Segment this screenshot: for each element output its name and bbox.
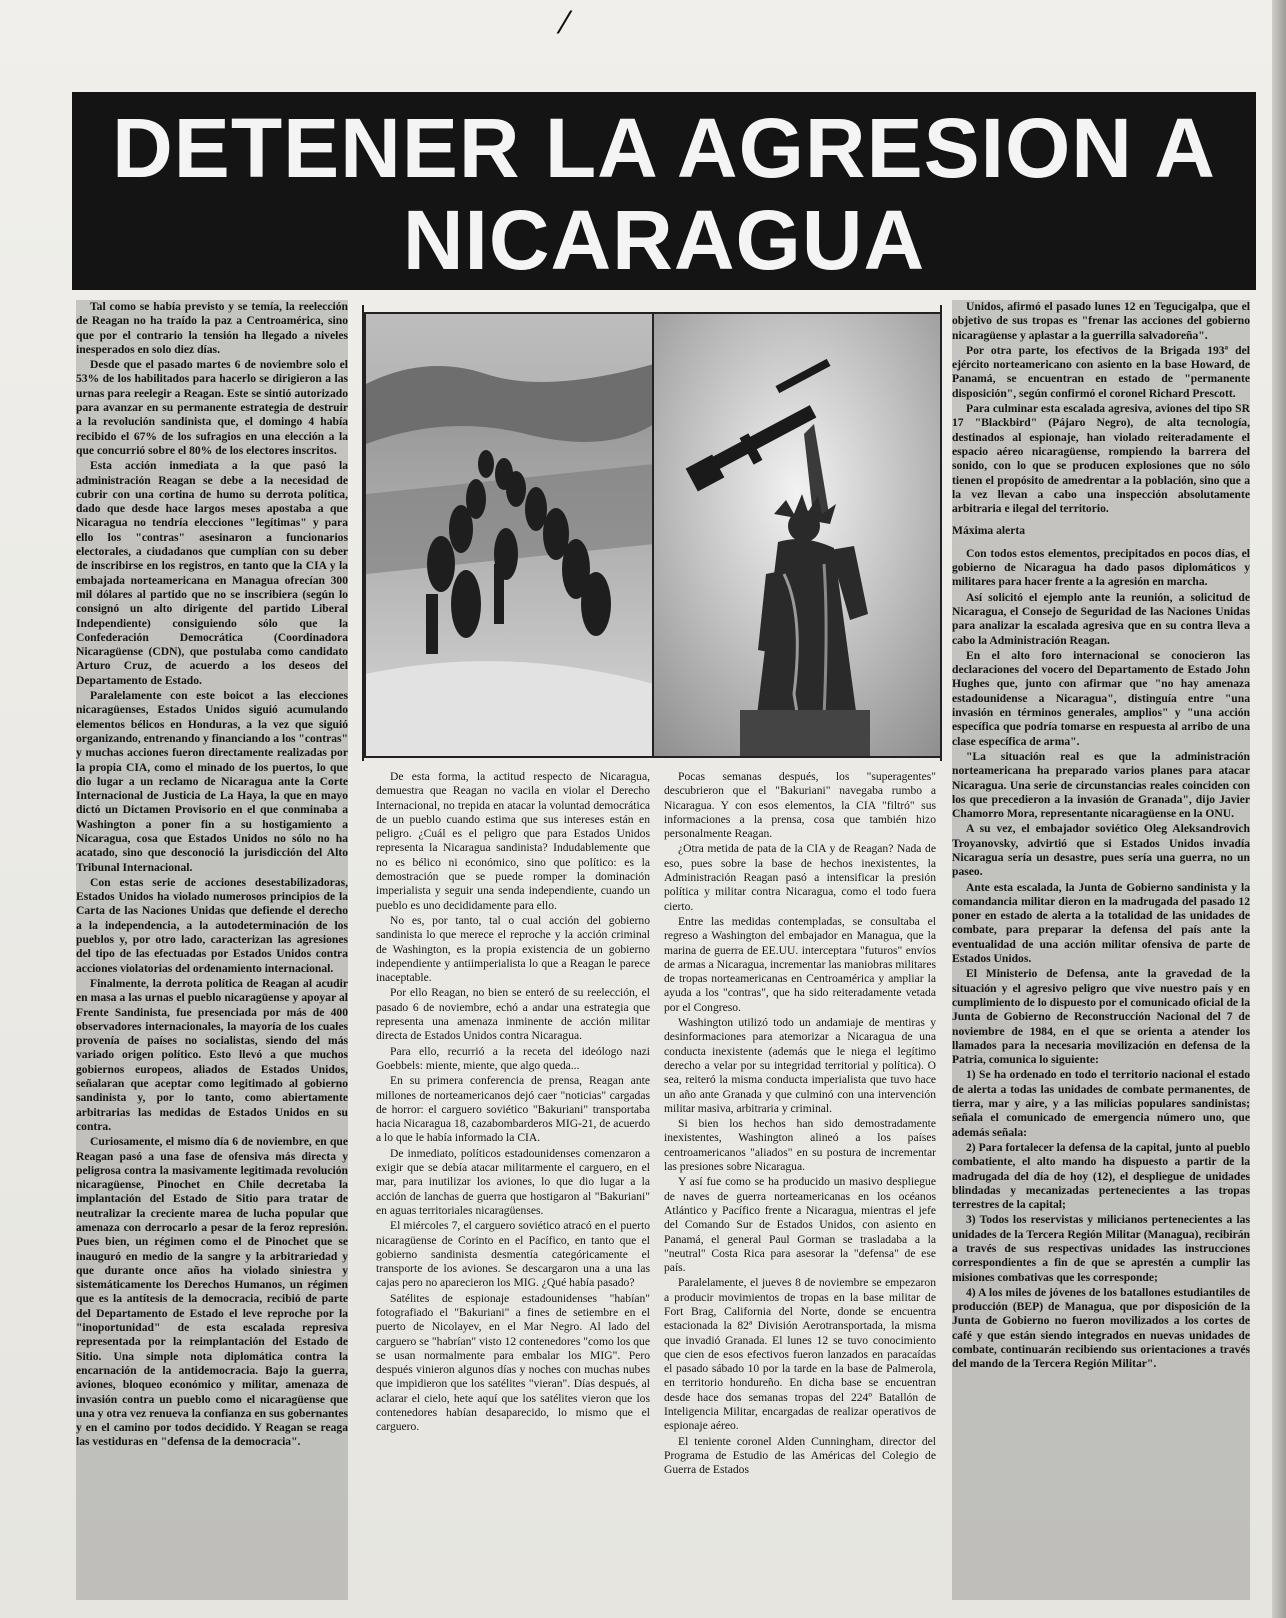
paragraph: Entre las medidas contempladas, se consultaba el regreso a Washington del embajador en Managua, que la marina de guerra de EE.UU. interceptara "futuros" envíos de armas a Nicaragua, incrementar las maniobras militares de tropas norteamericanas en Centroamérica y ampliar la ayuda a los "contras", que ha sido reiteradamente vetada por el Congreso. bbox=[664, 914, 936, 1014]
paragraph: Ante esta escalada, la Junta de Gobierno sandinista y la comandancia militar dieron en la madrugada del pasado 12 poner en estado de alerta a la totalidad de las unidades de combate, para preparar la defensa del país ante la eventualidad de una acción militar ofensiva de parte de Estados Unidos. bbox=[952, 880, 1250, 966]
paragraph: De inmediato, políticos estadounidenses comenzaron a exigir que se debía atacar militarmente el carguero, en el mar, para inutilizar los aviones, lo que dio lugar a la acción de lanchas de guerra que hostigaron al "Bakuriani" en aguas territoriales nicaragüenses. bbox=[376, 1146, 650, 1217]
paragraph: 4) A los miles de jóvenes de los batallones estudiantiles de producción (BEP) de Managua, que por disposición de la Junta de Gobierno no fueron movilizados a los cortes de café y que están siendo integrados en nuevas unidades de combate, continuarán recibiendo sus orientaciones a través del mando de la Tercera Región Militar". bbox=[952, 1285, 1250, 1371]
headline-line-1: DETENER LA AGRESION A bbox=[112, 101, 1216, 195]
paragraph: Tal como se había previsto y se temía, la reelección de Reagan no ha traído la paz a Centroamérica, sino que por el contrario la tensión ha llegado a niveles inesperados en solo diez días. bbox=[76, 300, 348, 356]
paragraph: El teniente coronel Alden Cunningham, director del Programa de Estudio de las Américas del Colegio de Guerra de Estados bbox=[664, 1434, 936, 1477]
paragraph: El Ministerio de Defensa, ante la gravedad de la situación y el agresivo peligro que vive nuestro país y en cumplimiento de lo dispuesto por el comunicado oficial de la Junta de Gobierno de Reconstrucción Nacional del 7 de noviembre de 1984, en el que se orienta a atender los llamados para la necesaria movilización en defensa de la Patria, comunica lo siguiente: bbox=[952, 967, 1250, 1067]
page-edge-shadow bbox=[1272, 0, 1286, 1618]
article-column-3 bbox=[664, 770, 936, 1600]
paragraph: Unidos, afirmó el pasado lunes 12 en Tegucigalpa, que el objetivo de sus tropas es "frenar las acciones del gobierno nicaragüense y aplastar a la guerrilla salvadoreña". bbox=[952, 300, 1250, 342]
statue-of-liberty-with-rifle-photo bbox=[652, 312, 942, 758]
paragraph: De esta forma, la actitud respecto de Nicaragua, demuestra que Reagan no vacila en violar el Derecho Internacional, no trepida en atacar la voluntad democrática de un pueblo cuando estima que sus intereses están en peligro. ¿Cuál es el peligro que para Estados Unidos representa la Nicaragua sandinista? Indudablemente que no es bélico ni económico, sino que político: es la demostración que se puede romper la dominación imperialista y seguir una senda independiente, cuando un pueblo es uno decididamente para ello. bbox=[376, 770, 650, 912]
paragraph: Pocas semanas después, los "superagentes" descubrieron que el "Bakuriani" navegaba rumbo a Nicaragua. Y con esos elementos, la CIA "filtró" sus informaciones a la prensa, cosa que también hizo personalmente Reagan. bbox=[664, 770, 936, 841]
paragraph: Esta acción inmediata a la que pasó la administración Reagan se debe a la necesidad de cubrir con una cortina de humo su derrota política, dado que desde hace largos meses apostaba a que Nicaragua no tendría elecciones "legítimas" y para ello los "contras" asesinaron a funcionarios electorales, a ciudadanos que cumplían con su deber de inscribirse en los registros, en tanto que la CIA y la embajada norteamericana en Managua ofrecían 300 mil dólares al partido que no se inscribiera (según lo consignó un alto dirigente del partido Liberal Independiente) consiguiendo sólo que la Confederación Democrática (Coordinadora Nicaragüense (CDN), que postulaba como candidato Arturo Cruz, de acuerdo a los deseos del Departamento de Estado. bbox=[76, 459, 348, 687]
article-column-1 bbox=[76, 300, 348, 1600]
paragraph: Curiosamente, el mismo día 6 de noviembre, en que Reagan pasó a una fase de ofensiva más directa y peligrosa contra la masivamente legitimada revolución nicaragüense, Pinochet en Chile decretaba la implantación del Estado de Sitio para tratar de neutralizar la creciente marea de lucha popular que amenaza con derrocarlo a pesar de la feroz represión. Pues bien, un régimen como el de Pinochet que se inauguró en medio de la sangre y la arbitrariedad y que durante once años ha violado siniestra y sistemáticamente los Derechos Humanos, un régimen que es la antítesis de la democracia, recibió de parte del Departamento de Estado el leve reproche por la "inoportunidad" de esta escalada represiva representada por la reimplantación del Estado de Sitio. Una simple nota diplomática contra la encarnación de la antidemocracia. Bajo la guerra, aviones, bloqueo económico y militar, amenaza de invasión contra un pueblo como el nicaragüense que una y otra vez renueva la confianza en sus gobernantes y en el camino por todos decidido. Y Reagan se reaga las vestiduras en "defensa de la democracia". bbox=[76, 1135, 348, 1449]
section-heading: Máxima alerta bbox=[952, 524, 1026, 538]
paragraph: Por ello Reagan, no bien se enteró de su reelección, el pasado 6 de noviembre, echó a andar una estrategia que representa una amenaza inminente de acción militar directa de Estados Unidos contra Nicaragua. bbox=[376, 986, 650, 1043]
article-column-2 bbox=[376, 770, 650, 1600]
paragraph: "La situación real es que la administración norteamericana ha preparado varios planes para atacar Nicaragua. Una serie de circunstancias reales coinciden con los que precedieron a la invasión de Granada", dijo Javier Chamorro Mora, representante nicaragüense en la ONU. bbox=[952, 749, 1250, 821]
paragraph: 2) Para fortalecer la defensa de la capital, junto al pueblo combatiente, el alto mando ha dispuesto a partir de la madrugada del día de hoy (12), el despliegue de unidades blindadas y mecanizadas pertenecientes a las tropas terrestres de la capital; bbox=[952, 1140, 1250, 1212]
paragraph: Paralelamente, el jueves 8 de noviembre se empezaron a producir movimientos de tropas en la base militar de Fort Brag, California del Norte, donde se encuentra estacionada la 82ª División Aerotransportada, la misma que invadió Granada. El lunes 12 se tuvo conocimiento que cien de esos efectivos fueron lanzados en paracaídas el pasado sábado 10 por la tarde en la base de Palmerola, en territorio hondureño. En dicha base se encuentran desde hace dos semanas tropas del 224º Batallón de Inteligencia Militar, encargadas de realizar operativos de espionaje aéreo. bbox=[664, 1276, 936, 1433]
paragraph: Y así fue como se ha producido un masivo despliegue de naves de guerra norteamericanas en los océanos Atlántico y Pacífico frente a Nicaragua, mientras el jefe del Comando Sur de Estados Unidos, con asiento en Panamá, el general Paul Gorman se trasladaba a la "neutral" Costa Rica para asesorar la "defensa" de ese país. bbox=[664, 1175, 936, 1275]
paragraph: El miércoles 7, el carguero soviético atracó en el puerto nicaragüense de Corinto en el Pacífico, en tanto que el gobierno sandinista desmentía categóricamente el transporte de los aviones. Se descargaron una a una las cajas pero no aparecieron los MIG. ¿Qué había pasado? bbox=[376, 1219, 650, 1290]
article-column-4 bbox=[952, 300, 1250, 1600]
paragraph: No es, por tanto, tal o cual acción del gobierno sandinista lo que merece el reproche y la acción criminal de Washington, es la propia existencia de un gobierno independiente y antiimperialista lo que a Reagan le parece inaceptable. bbox=[376, 913, 650, 985]
paragraph: Desde que el pasado martes 6 de noviembre solo el 53% de los habilitados para hacerlo se dirigieron a las urnas para reelegir a Reagan. Este se sintió autorizado para avanzar en su permanente estrategia de destruir a la revolución sandinista que, el domingo 4 había recibido el 67% de los sufragios en una elección a la que concurrió sobre el 80% de los electores inscritos. bbox=[76, 358, 348, 457]
paragraph: Para culminar esta escalada agresiva, aviones del tipo SR 17 "Blackbird" (Pájaro Negro), de alta tecnología, destinados al espionaje, han violado reiteradamente el espacio aéreo nicaragüense, rompiendo la barrera del sonido, con lo que se producen explosiones que no sólo tienen el propósito de amedrentar a la población, sino que a la vez llevan a cabo una inspección absolutamente arbitraria e ilegal del territorio. bbox=[952, 402, 1250, 516]
paragraph: Para ello, recurrió a la receta del ideólogo nazi Goebbels: miente, miente, que algo queda... bbox=[376, 1044, 650, 1072]
paragraph: Washington utilizó todo un andamiaje de mentiras y desinformaciones para atemorizar a Nicaragua de una conducta inexistente (además que le niega el legítimo derecho a velar por su integridad territorial y política). O sea, reiteró la misma conducta imperialista que tuvo hace un año ante Granada y que culminó con una intervención militar masiva, arbitraria y criminal. bbox=[664, 1016, 936, 1115]
paragraph: Por otra parte, los efectivos de la Brigada 193ª del ejército norteamericano con asiento en la base Howard, de Panamá, se encuentran en estado de "permanente disposición", según confirmó el coronel Richard Prescott. bbox=[952, 343, 1250, 400]
paragraph: En su primera conferencia de prensa, Reagan ante millones de norteamericanos dejó caer "noticias" cargadas de horror: el carguero soviético "Bakuriani" transportaba hacia Nicaragua 18, cazabombarderos MIG-21, de acuerdo a lo que le había informado la CIA. bbox=[376, 1074, 650, 1145]
paragraph: Paralelamente con este boicot a las elecciones nicaragüenses, Estados Unidos siguió acumulando elementos bélicos en Honduras, a la vez que siguió organizando, entrenando y financiando a los "contras" y muchas acciones fueron directamente realizadas por la propia CIA, como el minado de los puertos, lo que dio lugar a un reclamo de Nicaragua ante la Corte Internacional de Justicia de La Haya, la que en mayo dictó un Dictamen Provisorio en el que conminaba a Washington a poner fin a su hostigamiento a Nicaragua, cosa que Estados Unidos no sólo no ha acatado, sino que desconoció la jurisdicción del Alto Tribunal Internacional. bbox=[76, 689, 348, 874]
pen-mark: ⁄ bbox=[562, 6, 568, 41]
paragraph: Satélites de espionaje estadounidenses "habían" fotografiado el "Bakuriani" a fines de setiembre en el puerto de Nicolayev, en el Mar Negro. Al lado del carguero se "habrían" visto 12 contenedores "como los que se usan normalmente para embalar los MIG". Pero después vinieron algunos días y noches con muchas nubes que impidieron que los satélites "vieran". Días después, al aclarar el cielo, hete aquí que los satélites vieron que los contenedores habían desaparecido, lo mismo que el carguero. bbox=[376, 1291, 650, 1434]
headline-banner bbox=[72, 92, 1256, 290]
troops-marching-photo bbox=[364, 312, 656, 758]
paragraph: A su vez, el embajador soviético Oleg Aleksandrovich Troyanovsky, advirtió que si Estados Unidos invadía Nicaragua sería un desastre, pues sería una guerra, no un paseo. bbox=[952, 822, 1250, 879]
paragraph: Si bien los hechos han sido demostradamente inexistentes, Washington alineó a los países centroamericanos "aliados" en su postura de incrementar las presiones sobre Nicaragua. bbox=[664, 1117, 936, 1174]
paragraph: Con estas serie de acciones desestabilizadoras, Estados Unidos ha violado numerosos principios de la Carta de las Naciones Unidas que defiende el derecho a la independencia, a la autodeterminación de los pueblos y, por otro lado, caracterizan las agresiones del tipo de las efectuadas por Estados Unidos contra acciones violatorias del ordenamiento internacional. bbox=[76, 875, 348, 975]
paragraph: Con todos estos elementos, precipitados en pocos días, el gobierno de Nicaragua ha dado pasos diplomáticos y militares para hacer frente a la agresión en marcha. bbox=[952, 546, 1250, 589]
paragraph: ¿Otra metida de pata de la CIA y de Reagan? Nada de eso, pues sobre la base de hechos inexistentes, la Administración Reagan pasó a intensificar la presión política y militar contra Nicaragua, como el todo fuera cierto. bbox=[664, 842, 936, 913]
paragraph: Finalmente, la derrota política de Reagan al acudir en masa a las urnas el pueblo nicaragüense y apoyar al Frente Sandinista, fue presenciada por más de 400 observadores internacionales, la mayoría de los cuales provenía de países no socialistas, siendo del más variado origen político. Esto llevó a que muchos gobiernos europeos, aliados de Estados Unidos, señalaran que aceptar como legitimado al gobierno sandinista y, por lo tanto, como abiertamente arbitrarias las medidas de Estados Unidos en su contra. bbox=[76, 976, 348, 1133]
headline-line-2: NICARAGUA bbox=[402, 193, 926, 287]
paragraph: Así solicitó el ejemplo ante la reunión, a solicitud de Nicaragua, el Consejo de Seguridad de las Naciones Unidas para analizar la escalada agresiva que en su contra lleva a cabo la Administración Reagan. bbox=[952, 590, 1250, 647]
paragraph: 3) Todos los reservistas y milicianos pertenecientes a las unidades de la Tercera Región Militar (Managua), recibirán a través de sus respectivas unidades las instrucciones correspondientes a fin de que se aprestén a cumplir las misiones combativas que les corresponde; bbox=[952, 1213, 1250, 1284]
paragraph: En el alto foro internacional se conocieron las declaraciones del vocero del Departamento de Estado John Hughes que, junto con afirmar que "no hay amenaza estadounidense a Nicaragua", distinguía entre "una invasión en términos generales, amplios" y "una acción específica que podría tomarse en respuesta al arribo de una clase específica de arma". bbox=[952, 648, 1250, 748]
paragraph: 1) Se ha ordenado en todo el territorio nacional el estado de alerta a todas las unidades de combate permanentes, de tierra, mar y aire, y a las milicias populares sandinistas; señala el comunicado de emergencia número uno, que además señala: bbox=[952, 1068, 1250, 1139]
